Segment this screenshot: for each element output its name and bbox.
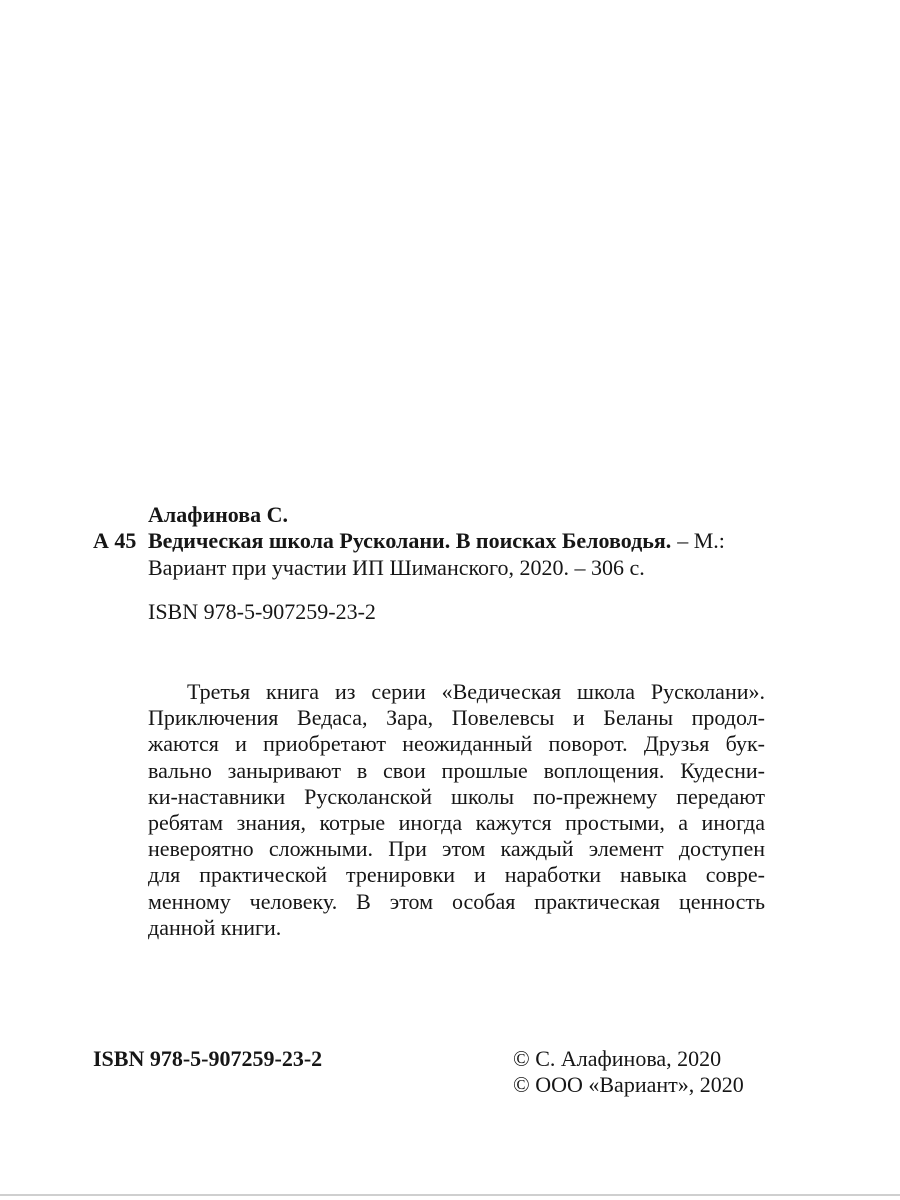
copyright-publisher: © ООО «Вариант», 2020 bbox=[513, 1072, 744, 1097]
annotation-line: вально заныривают в свои прошлые воплощения. Кудесни- bbox=[148, 757, 765, 783]
annotation-paragraph bbox=[148, 679, 765, 941]
book-title: Ведическая школа Русколани. В поисках Беловодья. bbox=[148, 528, 672, 553]
isbn-catalog: ISBN 978-5-907259-23-2 bbox=[148, 599, 376, 624]
annotation-line: ки-наставники Русколанской школы по-прежнему передают bbox=[148, 783, 765, 809]
author-name: Алафинова С. bbox=[148, 502, 289, 527]
annotation-line: жаются и приобретают неожиданный поворот. Друзья бук- bbox=[148, 731, 765, 757]
publisher-line: Вариант при участии ИП Шиманского, 2020. – 306 с. bbox=[148, 555, 645, 580]
library-index: А 45 bbox=[93, 528, 137, 553]
annotation-line: Третья книга из серии «Ведическая школа Русколани». bbox=[187, 679, 765, 704]
publication-place: – М.: bbox=[677, 528, 725, 553]
title-line bbox=[148, 528, 725, 554]
isbn-footer: ISBN 978-5-907259-23-2 bbox=[93, 1046, 323, 1071]
annotation-line: Приключения Ведаса, Зара, Повелевсы и Беланы продол- bbox=[148, 705, 765, 731]
annotation-line: данной книги. bbox=[148, 914, 282, 940]
annotation-line: невероятно сложными. При этом каждый элемент доступен bbox=[148, 836, 765, 862]
annotation-line: для практической тренировки и наработки навыка совре- bbox=[148, 862, 765, 888]
annotation-line: ребятам знания, котрые иногда кажутся простыми, а иногда bbox=[148, 809, 765, 835]
copyright-author: © С. Алафинова, 2020 bbox=[513, 1046, 722, 1071]
annotation-line: менному человеку. В этом особая практическая ценность bbox=[148, 888, 765, 914]
page-edge bbox=[0, 1194, 900, 1196]
